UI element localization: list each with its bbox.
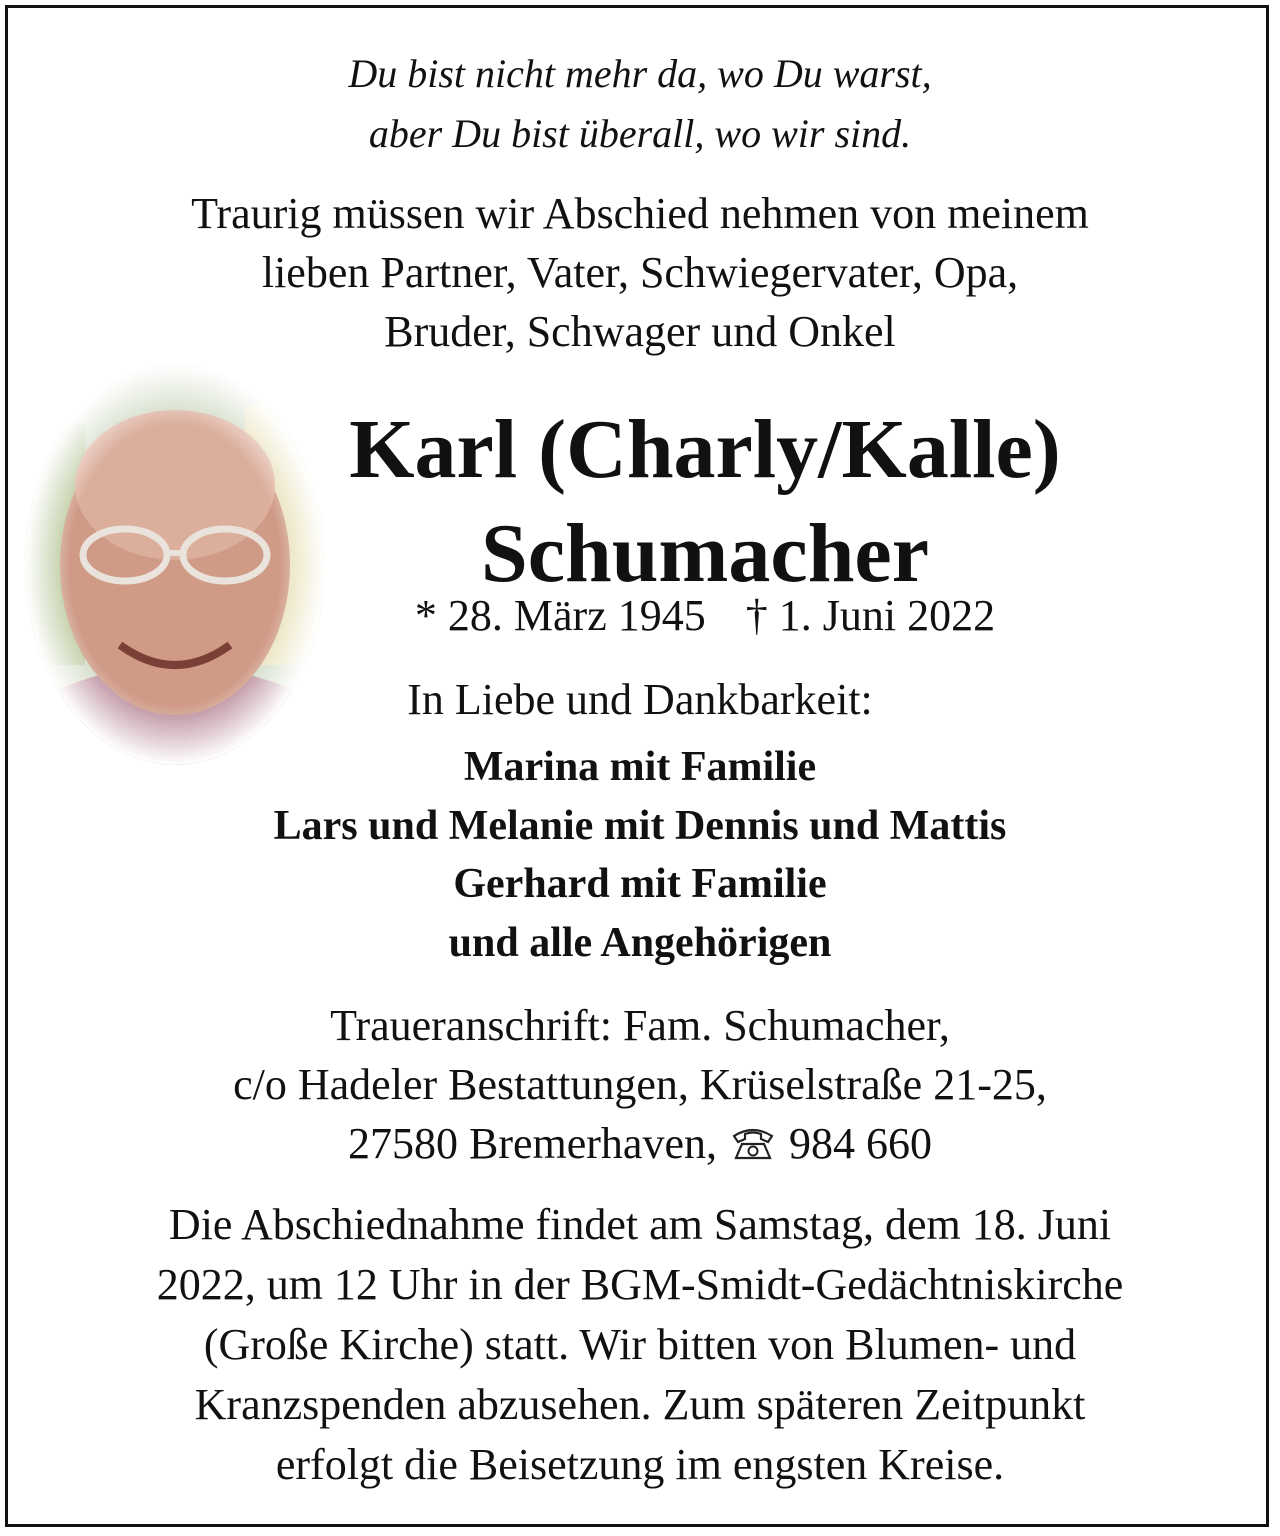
mourners-list bbox=[0, 738, 1280, 972]
death-date: † 1. Juni 2022 bbox=[745, 591, 996, 640]
mourner-line: Marina mit Familie bbox=[463, 744, 817, 790]
life-dates bbox=[0, 586, 1280, 646]
intro-line: lieben Partner, Vater, Schwiegervater, Opa, bbox=[261, 248, 1019, 297]
motto-line: aber Du bist überall, wo wir sind. bbox=[368, 111, 912, 156]
mourning-address bbox=[0, 996, 1280, 1173]
birth-date: * 28. März 1945 bbox=[414, 591, 706, 640]
address-line-city-phone bbox=[0, 1114, 1280, 1173]
address-line: c/o Hadeler Bestattungen, Krüselstraße 21-25, bbox=[233, 1060, 1047, 1109]
service-line: (Große Kirche) statt. Wir bitten von Blumen- und bbox=[203, 1320, 1077, 1369]
thanks-text: In Liebe und Dankbarkeit: bbox=[407, 675, 873, 724]
motto-line: Du bist nicht mehr da, wo Du warst, bbox=[348, 51, 932, 96]
intro-text bbox=[0, 184, 1280, 361]
service-line: Kranzspenden abzusehen. Zum späteren Zeitpunkt bbox=[194, 1380, 1086, 1429]
mourner-line: Gerhard mit Familie bbox=[453, 861, 827, 907]
telephone-icon bbox=[728, 1118, 778, 1158]
address-line: Traueranschrift: Fam. Schumacher, bbox=[330, 1001, 950, 1050]
address-city: 27580 Bremerhaven, bbox=[348, 1119, 717, 1168]
surname-line: Schumacher bbox=[481, 507, 929, 600]
mourner-line: Lars und Melanie mit Dennis und Mattis bbox=[273, 802, 1007, 849]
name-line: Karl (Charly/Kalle) bbox=[349, 403, 1061, 496]
intro-line: Bruder, Schwager und Onkel bbox=[384, 307, 896, 356]
thanks-heading bbox=[0, 670, 1280, 730]
mourner-line: und alle Angehörigen bbox=[448, 919, 832, 966]
service-line: Die Abschiednahme findet am Samstag, dem 18. Juni bbox=[168, 1200, 1112, 1249]
intro-line: Traurig müssen wir Abschied nehmen von meinem bbox=[191, 189, 1089, 238]
service-information bbox=[0, 1195, 1280, 1495]
deceased-name bbox=[0, 398, 1280, 606]
service-line: 2022, um 12 Uhr in der BGM-Smidt-Gedächtniskirche bbox=[156, 1260, 1124, 1309]
phone-number: 984 660 bbox=[789, 1119, 932, 1168]
motto-quote bbox=[0, 44, 1280, 164]
service-line: erfolgt die Beisetzung im engsten Kreise. bbox=[275, 1440, 1005, 1489]
